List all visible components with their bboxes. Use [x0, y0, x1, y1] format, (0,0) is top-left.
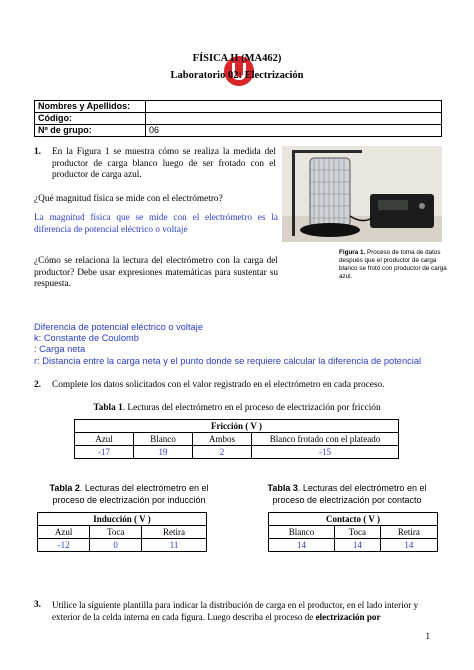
- question-1-number: 1.: [34, 147, 41, 157]
- table-cell[interactable]: 0: [90, 539, 142, 552]
- tabla-1-title: [0, 403, 474, 414]
- table-row: [35, 125, 442, 137]
- figure-caption: [339, 249, 447, 281]
- tabla-3-caption-1: . Lecturas del electrómetro en el: [297, 483, 427, 493]
- tabla-3-label: Tabla 3: [267, 483, 298, 493]
- answer-b-line: : Carga neta: [34, 344, 86, 355]
- table-cell[interactable]: 14: [380, 539, 437, 552]
- tabla-2-title: [34, 483, 224, 506]
- table-row: [35, 101, 442, 113]
- tabla-1-header: Fricción ( V ): [75, 420, 399, 433]
- figure-caption-text: Proceso de toma de datos después que el productor de carga blanco se frotó con productor de carga azul.: [339, 249, 447, 280]
- table-cell[interactable]: 14: [334, 539, 380, 552]
- tabla-2-caption-1: . Lecturas del electrómetro en el: [79, 483, 209, 493]
- column-header: Blanco frotado con el plateado: [252, 433, 399, 446]
- column-header: Ambos: [193, 433, 252, 446]
- table-cell[interactable]: 11: [142, 539, 207, 552]
- table-cell[interactable]: 14: [269, 539, 335, 552]
- table-row: [269, 539, 438, 552]
- tabla-3-header: Contacto ( V ): [269, 513, 438, 526]
- electrometer-photo: [282, 146, 442, 242]
- figure-caption-label: Figura 1.: [339, 249, 366, 256]
- tabla-1-label: Tabla 1: [93, 403, 123, 413]
- question-3-line-2-bold: electrización por: [315, 612, 381, 622]
- question-1-prompt-a: ¿Qué magnitud física se mide con el electrómetro?: [34, 194, 223, 204]
- question-3-number: 3.: [34, 600, 41, 610]
- question-3-line-2: [52, 612, 444, 624]
- table-row: [269, 526, 438, 539]
- table-row: [38, 513, 207, 526]
- tabla-1-caption: . Lecturas del electrómetro en el proceso de electrización por fricción: [122, 403, 381, 413]
- column-header: Toca: [334, 526, 380, 539]
- table-cell[interactable]: -12: [38, 539, 90, 552]
- column-header: Blanco: [269, 526, 335, 539]
- tabla-3-title: [252, 483, 442, 506]
- table-row: [35, 113, 442, 125]
- tabla-1: [74, 419, 399, 459]
- table-cell[interactable]: -15: [252, 446, 399, 459]
- table-cell[interactable]: 19: [134, 446, 193, 459]
- info-label: Nombres y Apellidos:: [35, 101, 146, 113]
- column-header: Retira: [142, 526, 207, 539]
- tabla-2: [37, 512, 207, 552]
- table-row: [38, 526, 207, 539]
- info-value[interactable]: 06: [146, 125, 442, 137]
- page-title: FÍSICA II (MA462): [192, 53, 282, 64]
- table-cell[interactable]: 2: [193, 446, 252, 459]
- column-header: Retira: [380, 526, 437, 539]
- question-3-line-1: Utilice la siguiente plantilla para indicar la distribución de carga en el productor, en el lado interior y: [52, 600, 419, 610]
- table-row: [38, 539, 207, 552]
- table-cell[interactable]: -17: [75, 446, 134, 459]
- info-value[interactable]: [146, 101, 442, 113]
- column-header: Blanco: [134, 433, 193, 446]
- question-2-text: Complete los datos solicitados con el valor registrado en el electrómetro en cada proceso.: [52, 380, 385, 390]
- question-1-text: En la Figura 1 se muestra cómo se realiza la medida del productor de carga blanco luego de ser frotado con el productor de carga azul.: [52, 147, 276, 181]
- answer-a[interactable]: La magnitud física que se mide con el electrómetro es la diferencia de potencial eléctrico o voltaje: [34, 213, 278, 235]
- table-row: [75, 446, 399, 459]
- info-label: Nº de grupo:: [35, 125, 146, 137]
- question-1-prompt-b: ¿Cómo se relaciona la lectura del electrómetro con la carga del productor? Debe usar expresiones matemáticas para sustentar su respuesta.: [34, 256, 278, 290]
- tabla-2-label: Tabla 2: [49, 483, 80, 493]
- column-header: Azul: [75, 433, 134, 446]
- tabla-3-caption-2: proceso de electrización por contacto: [272, 494, 422, 505]
- tabla-2-header: Inducción ( V ): [38, 513, 207, 526]
- page-subtitle: Laboratorio 02: Electrización: [170, 70, 304, 81]
- answer-b[interactable]: [34, 322, 444, 367]
- table-row: [75, 433, 399, 446]
- column-header: Toca: [90, 526, 142, 539]
- page-number: 1: [425, 631, 430, 641]
- tabla-3: [268, 512, 438, 552]
- answer-b-line: k: Constante de Coulomb: [34, 333, 139, 344]
- question-3-line-2-text: exterior de la celda interna en cada figura. Luego describa el proceso de: [52, 612, 316, 622]
- answer-b-line: Diferencia de potencial eléctrico o voltaje: [34, 322, 203, 332]
- column-header: Azul: [38, 526, 90, 539]
- info-value[interactable]: [146, 113, 442, 125]
- student-info-table: [34, 100, 442, 137]
- answer-b-line: r: Distancia entre la carga neta y el punto donde se requiere calcular la diferencia de potencial: [34, 355, 422, 366]
- tabla-2-caption-2: proceso de electrización por inducción: [52, 494, 206, 505]
- info-label: Código:: [35, 113, 146, 125]
- question-2-number: 2.: [34, 380, 41, 390]
- table-row: [75, 420, 399, 433]
- table-row: [269, 513, 438, 526]
